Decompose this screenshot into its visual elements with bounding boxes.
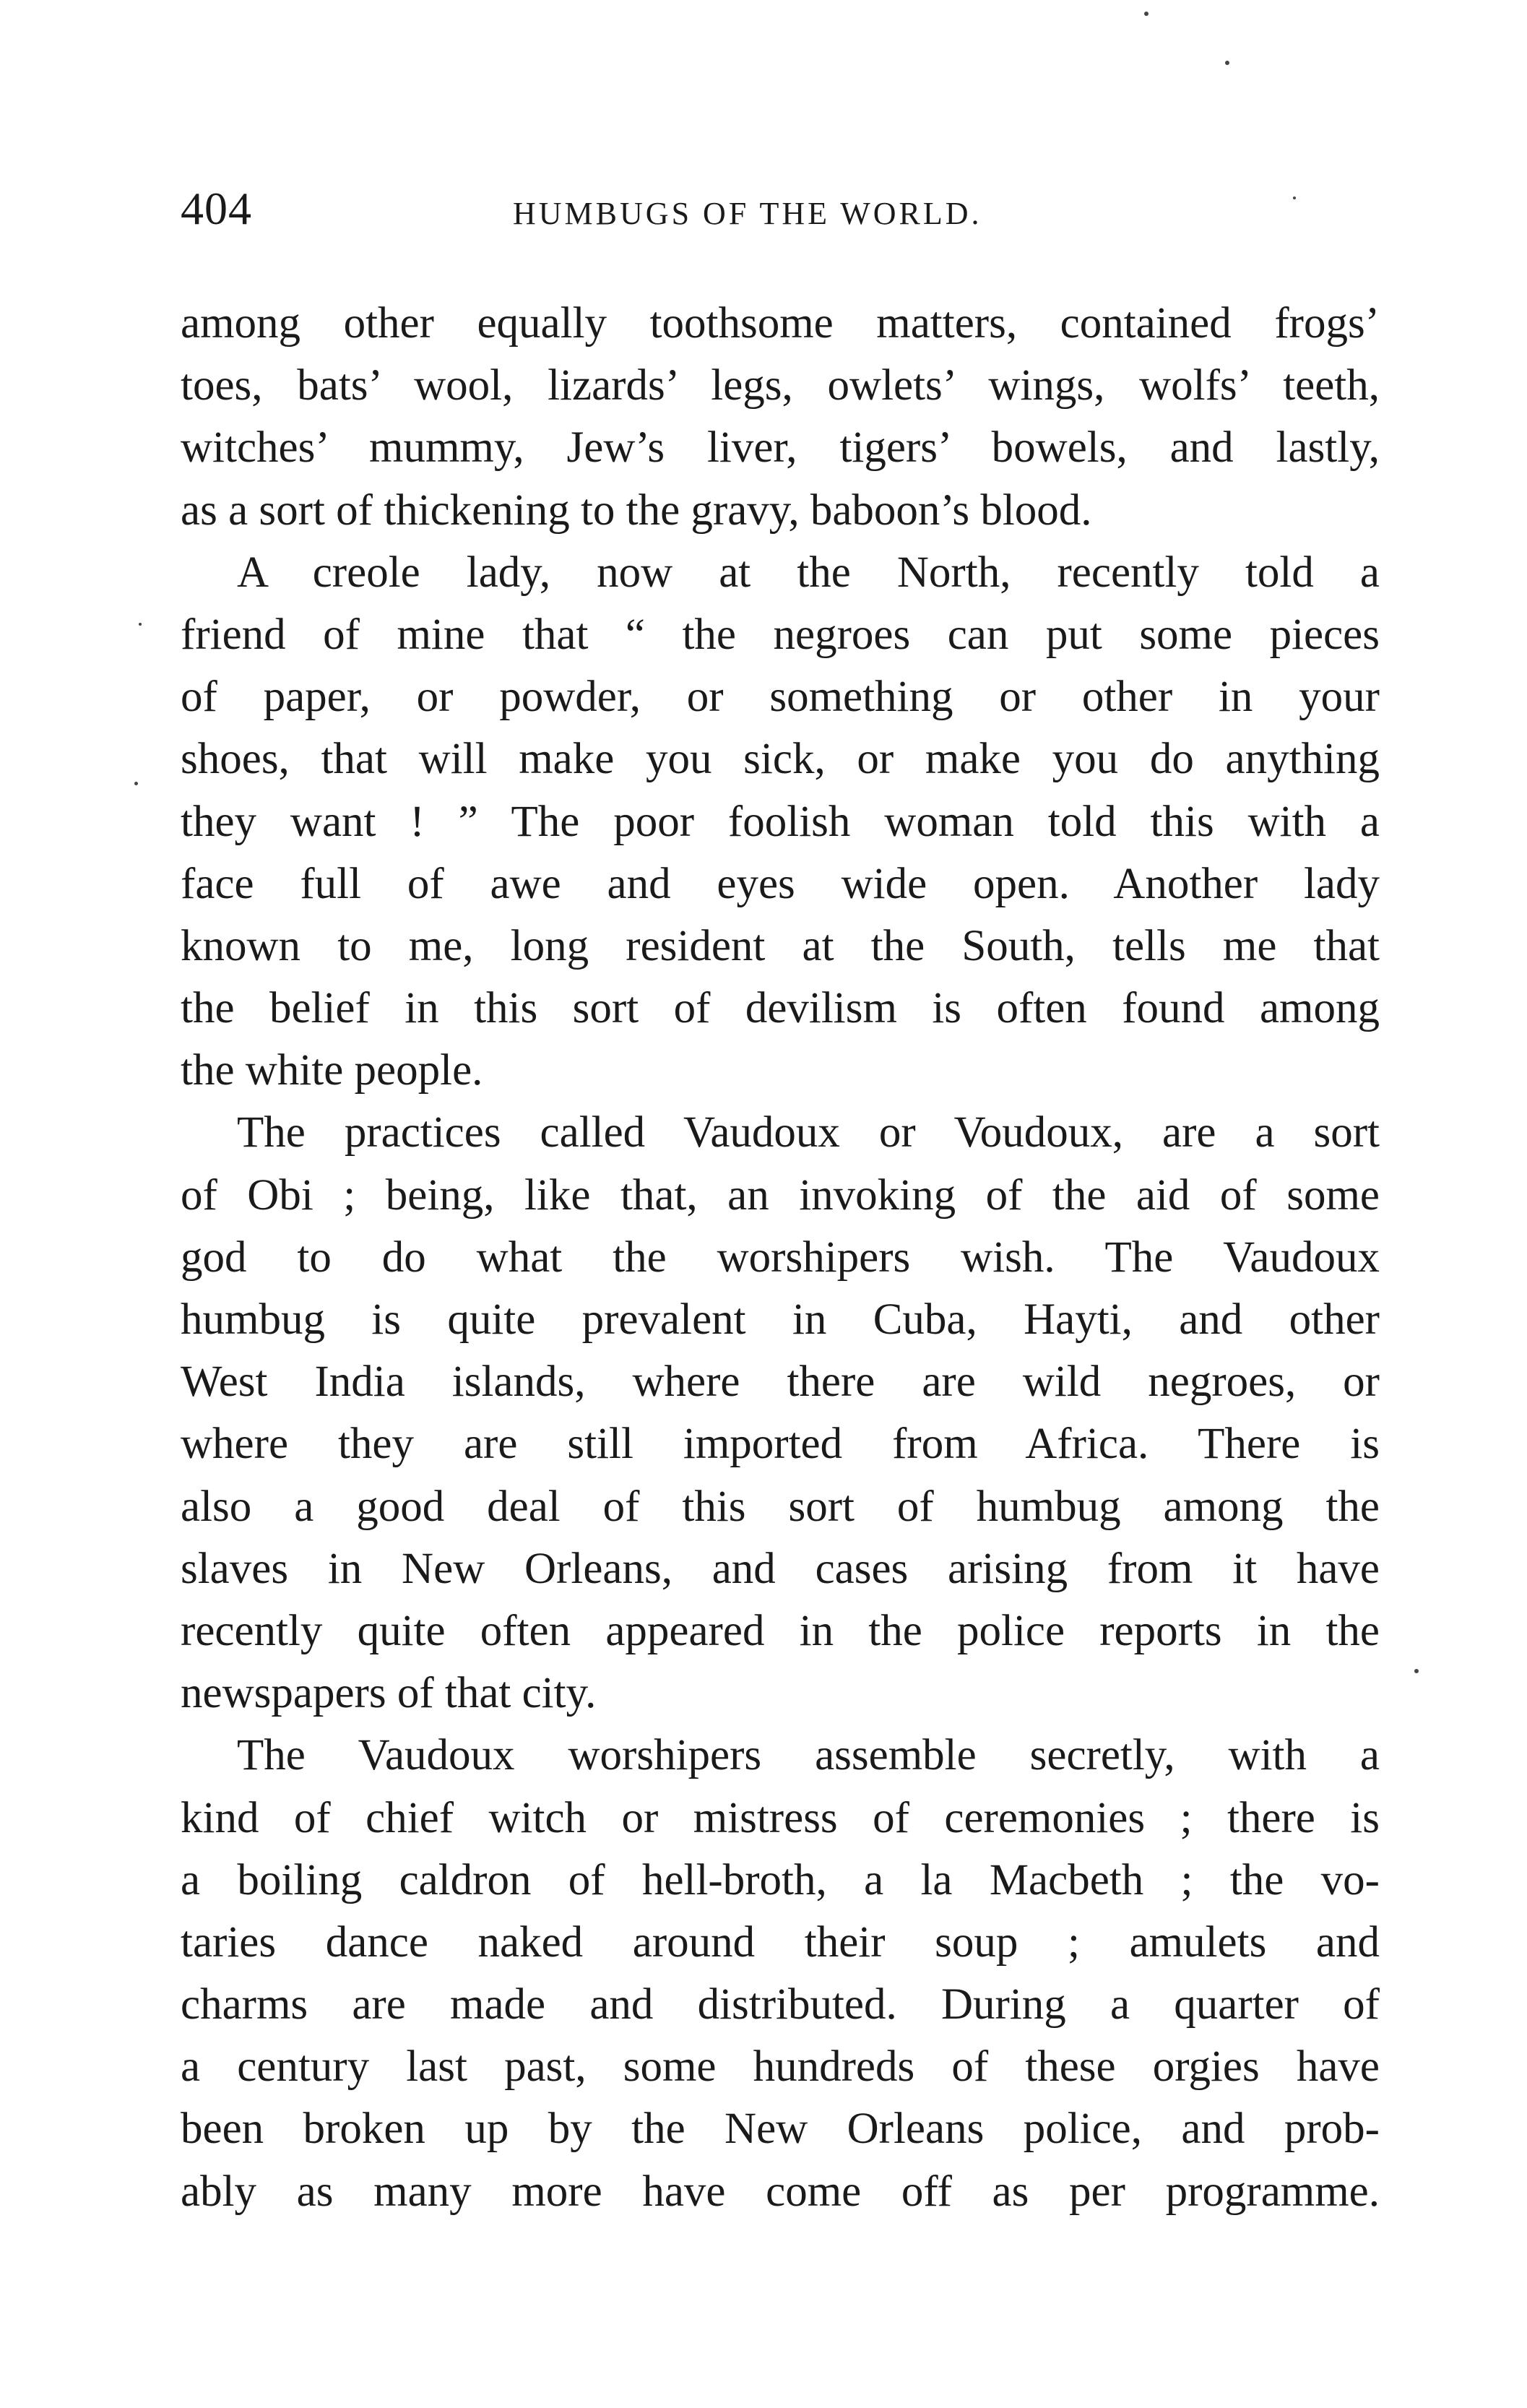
paragraph-4 xyxy=(181,1725,1380,2223)
text-line: The practices called Vaudoux or Voudoux, are a sort xyxy=(237,1108,1380,1157)
text-line: of Obi ; being, like that, an invoking of the aid of some xyxy=(181,1170,1380,1220)
text-line: recently quite often appeared in the police reports in the xyxy=(181,1606,1380,1655)
paragraph-2 xyxy=(181,542,1380,1102)
text-line: kind of chief witch or mistress of ceremonies ; there is xyxy=(181,1793,1380,1842)
text-line: slaves in New Orleans, and cases arising from it have xyxy=(181,1544,1380,1593)
text-line: of paper, or powder, or something or other in your xyxy=(181,673,1380,722)
body-text xyxy=(181,293,1380,2223)
text-line: face full of awe and eyes wide open. Another lady xyxy=(181,859,1380,908)
page-number: 404 xyxy=(181,183,252,234)
print-speck xyxy=(1414,1669,1419,1673)
print-speck xyxy=(134,782,138,785)
text-line: a century last past, some hundreds of these orgies have xyxy=(181,2042,1380,2092)
text-line: known to me, long resident at the South, tells me that xyxy=(181,921,1380,970)
text-line: among other equally toothsome matters, contained frogs’ xyxy=(181,299,1380,348)
text-line: the belief in this sort of devilism is often found among xyxy=(181,984,1380,1033)
print-speck xyxy=(1144,12,1149,16)
text-line: also a good deal of this sort of humbug among the xyxy=(181,1482,1380,1531)
text-line: shoes, that will make you sick, or make you do anything xyxy=(181,735,1380,784)
text-line: A creole lady, now at the North, recently told a xyxy=(237,548,1380,597)
text-line: as a sort of thickening to the gravy, baboon’s blood. xyxy=(181,486,1092,535)
paragraph-1 xyxy=(181,293,1380,542)
page-header xyxy=(181,182,1380,254)
running-head: HUMBUGS OF THE WORLD. xyxy=(513,196,982,231)
text-line: West India islands, where there are wild negroes, or xyxy=(181,1358,1380,1407)
text-line: a boiling caldron of hell-broth, a la Macbeth ; the vo- xyxy=(181,1855,1380,1904)
print-speck xyxy=(139,623,142,626)
text-line: humbug is quite prevalent in Cuba, Hayti, and other xyxy=(181,1295,1380,1344)
text-line: ably as many more have come off as per programme. xyxy=(181,2167,1380,2216)
text-line: The Vaudoux worshipers assemble secretly, with a xyxy=(237,1731,1380,1780)
text-line: charms are made and distributed. During a quarter of xyxy=(181,1980,1380,2029)
text-line: taries dance naked around their soup ; amulets and xyxy=(181,1917,1380,1967)
text-line: where they are still imported from Africa. There is xyxy=(181,1420,1380,1469)
text-line: friend of mine that “ the negroes can put some pieces xyxy=(181,610,1380,659)
text-line: witches’ mummy, Jew’s liver, tigers’ bowels, and lastly, xyxy=(181,423,1380,472)
text-line: toes, bats’ wool, lizards’ legs, owlets’ wings, wolfs’ teeth, xyxy=(181,361,1380,410)
text-line: they want ! ” The poor foolish woman told this with a xyxy=(181,797,1380,846)
print-speck xyxy=(1293,197,1296,199)
paragraph-3 xyxy=(181,1102,1380,1725)
text-line: been broken up by the New Orleans police, and prob- xyxy=(181,2105,1380,2154)
print-speck xyxy=(1225,61,1229,65)
text-line: god to do what the worshipers wish. The Vaudoux xyxy=(181,1233,1380,1282)
text-line: the white people. xyxy=(181,1046,483,1095)
text-line: newspapers of that city. xyxy=(181,1669,597,1718)
